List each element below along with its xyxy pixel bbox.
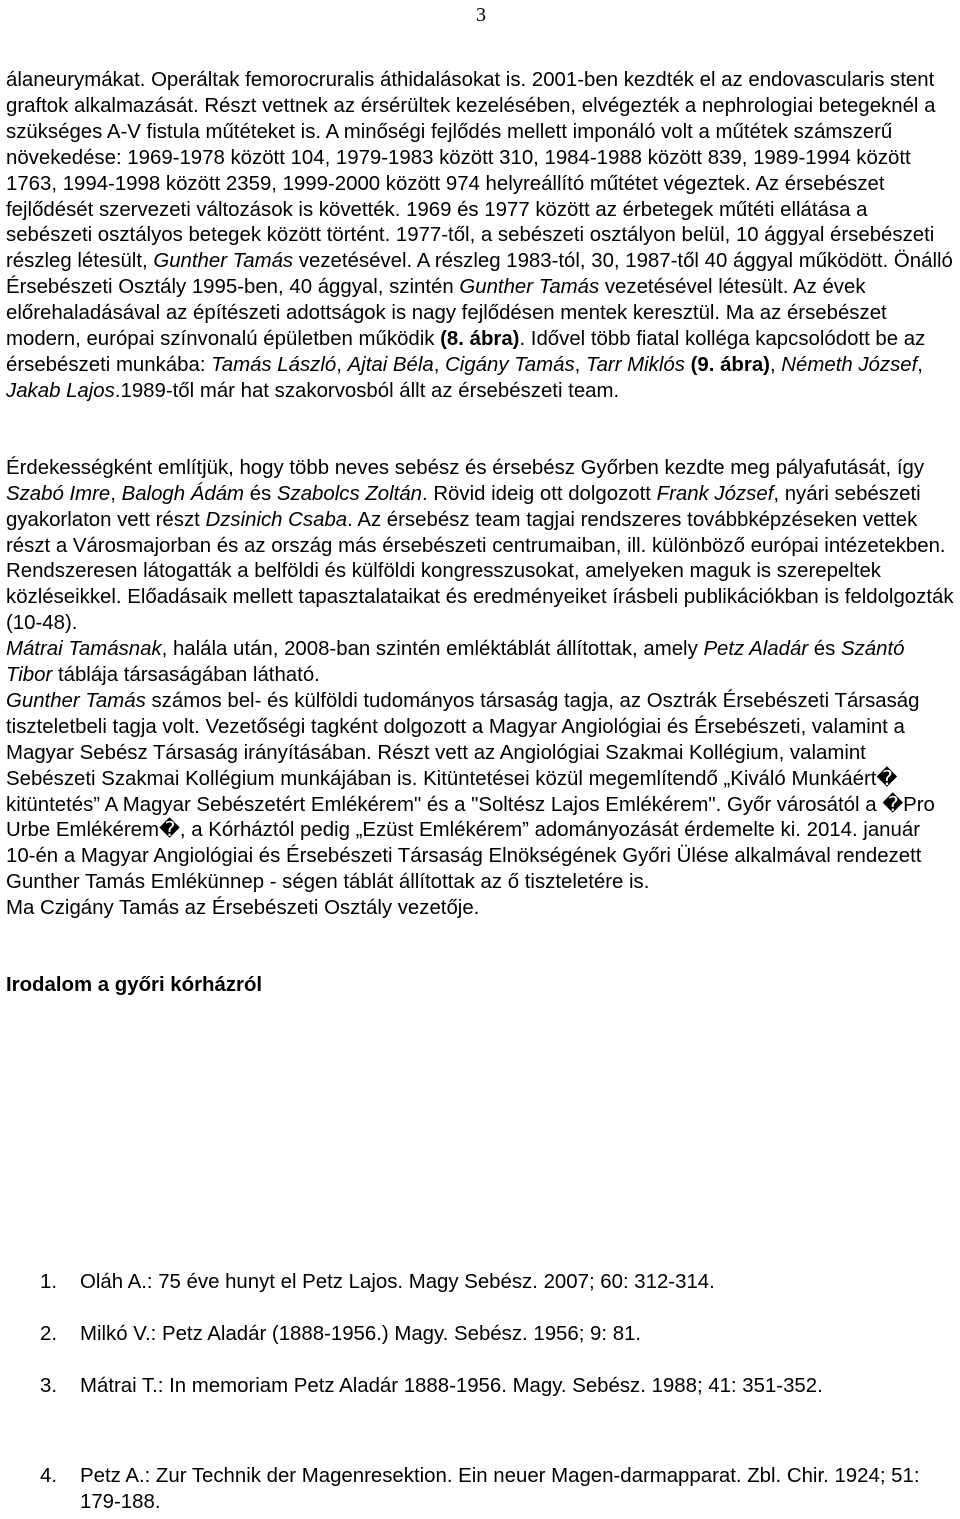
italic-name: Jakab Lajos: [6, 379, 115, 402]
references-heading: Irodalom a győri kórházról: [6, 974, 263, 997]
paragraph-gunther: Gunther Tamás számos bel- és külföldi tudományos társaság tagja, az Osztrák Érsebészeti Társaság tiszteletbeli tagja volt. Vezetőségi tagként dolgozott a Magyar Angiológiai és Érsebészeti, valamint a Magyar Sebész Társaság irányításában. Részt vett az Angiológiai Szakmai Kollégium, valamint Sebészeti Szakmai Kollégium munkájában is. Kitüntetései közül megemlítendő „Kiváló Munkáért� kitüntetés” A Magyar Sebészetért Emlékérem" és a "Soltész Lajos Emlékérem". Győr városától a �Pro Urbe Emlékérem�, a Kórháztól pedig „Ezüst Emlékérem” adományozását érdemelte ki. 2014. január 10-én a Magyar Angiológiai és Érsebészeti Társaság Elnökségének Győri Ülése alkalmával rendezett Gunther Tamás Emlékünnep - ségen táblát állítottak az ő tiszteletére is.: [6, 689, 935, 894]
figure-reference: (9. ábra): [690, 353, 770, 376]
italic-name: Ajtai Béla: [347, 353, 434, 376]
page-number: 3: [476, 4, 486, 26]
italic-name: Szántó Tibor: [6, 638, 905, 687]
reference-number: 4.: [40, 1465, 58, 1487]
italic-name: Németh József: [781, 353, 918, 376]
italic-name: Tarr Miklós: [586, 353, 685, 376]
paragraph-memorial: Mátrai Tamásnak, halála után, 2008-ban szintén emléktáblát állítottak, amely Petz Aladár és Szántó Tibor táblája társaságában látható.: [6, 638, 905, 687]
italic-name: Tamás László: [211, 353, 337, 376]
italic-name: Szabó Imre: [6, 482, 111, 505]
italic-name: Petz Aladár: [703, 638, 809, 661]
reference-text: Petz A.: Zur Technik der Magenresektion. Ein neuer Magen-darmapparat. Zbl. Chir. 1924; 51: 179-188.: [80, 1465, 920, 1513]
reference-text: Mátrai T.: In memoriam Petz Aladár 1888-1956. Magy. Sebész. 1988; 41: 351-352.: [80, 1375, 823, 1397]
reference-number: 3.: [40, 1375, 58, 1397]
paragraph-notable-surgeons: Érdekességként említjük, hogy több neves sebész és érsebész Győrben kezdte meg pályafutását, így Szabó Imre, Balogh Ádám és Szabolcs Zoltán. Rövid ideig ott dolgozott Frank József, nyári sebészeti gyakorlaton vett részt Dzsinich Csaba. Az érsebész team tagjai rendszeres továbbképzéseken vettek részt a Városmajorban és az ország más érsebészeti centrumaiban, ill. különböző európai intézetekben. Rendszeresen látogatták a belföldi és külföldi kongresszusokat, amelyeken maguk is szerepeltek közléseikkel. Előadásaik mellett tapasztalataikat és eredményeiket írásbeli publikációkban is feldolgozták (10-48).: [6, 456, 954, 635]
italic-name: Gunther Tamás: [6, 689, 146, 712]
paragraph-current-head: Ma Czigány Tamás az Érsebészeti Osztály vezetője.: [6, 897, 480, 920]
italic-name: Dzsinich Csaba: [205, 508, 348, 531]
reference-text: Milkó V.: Petz Aladár (1888-1956.) Magy. Sebész. 1956; 9: 81.: [80, 1323, 642, 1345]
italic-name: Gunther Tamás: [459, 276, 600, 299]
document-body: [6, 68, 954, 999]
figure-reference: (8. ábra): [440, 328, 520, 351]
paragraph-history: álaneurymákat. Operáltak femorocruralis áthidalásokat is. 2001-ben kezdték el az endovascularis stent graftok alkalmazását. Részt vettnek az érsérültek kezelésében, elvégezték a nephrologiai betegeknél a szükséges A-V fistula műtéteket is. A minőségi fejlődés mellett imponáló volt a műtétek számszerű növekedése: 1969-1978 között 104, 1979-1983 között 310, 1984-1988 között 839, 1989-1994 között 1763, 1994-1998 között 2359, 1999-2000 között 974 helyreállító műtétet végeztek. Az érsebészet fejlődését szervezeti változások is követték. 1969 és 1977 között az érbetegek műtéti ellátása a sebészeti osztályos betegek között történt. 1977-től, a sebészeti osztályon belül, 10 ággyal érsebészeti részleg létesült, Gunther Tamás vezetésével. A részleg 1983-tól, 30, 1987-től 40 ággyal működött. Önálló Érsebészeti Osztály 1995-ben, 40 ággyal, szintén Gunther Tamás vezetésével létesült. Az évek előrehaladásával az építészeti adottságok is nagy fejlődésen mentek keresztül. Ma az érsebészet modern, európai színvonalú épületben működik (8. ábra). Idővel több fiatal kolléga kapcsolódott be az érsebészeti munkába: Tamás László, Ajtai Béla, Cigány Tamás, Tarr Miklós (9. ábra), Németh József, Jakab Lajos.1989-től már hat szakorvosból állt az érsebészeti team.: [6, 69, 953, 402]
reference-number: 2.: [40, 1323, 58, 1345]
italic-name: Szabolcs Zoltán: [276, 482, 422, 505]
italic-name: Frank József: [656, 482, 774, 505]
reference-text: Oláh A.: 75 éve hunyt el Petz Lajos. Magy Sebész. 2007; 60: 312-314.: [80, 1271, 715, 1293]
italic-name: Balogh Ádám: [121, 482, 245, 505]
reference-number: 1.: [40, 1271, 58, 1293]
italic-name: Cigány Tamás: [445, 353, 575, 376]
italic-name: Gunther Tamás: [153, 250, 294, 273]
italic-name: Mátrai Tamásnak: [6, 638, 162, 661]
